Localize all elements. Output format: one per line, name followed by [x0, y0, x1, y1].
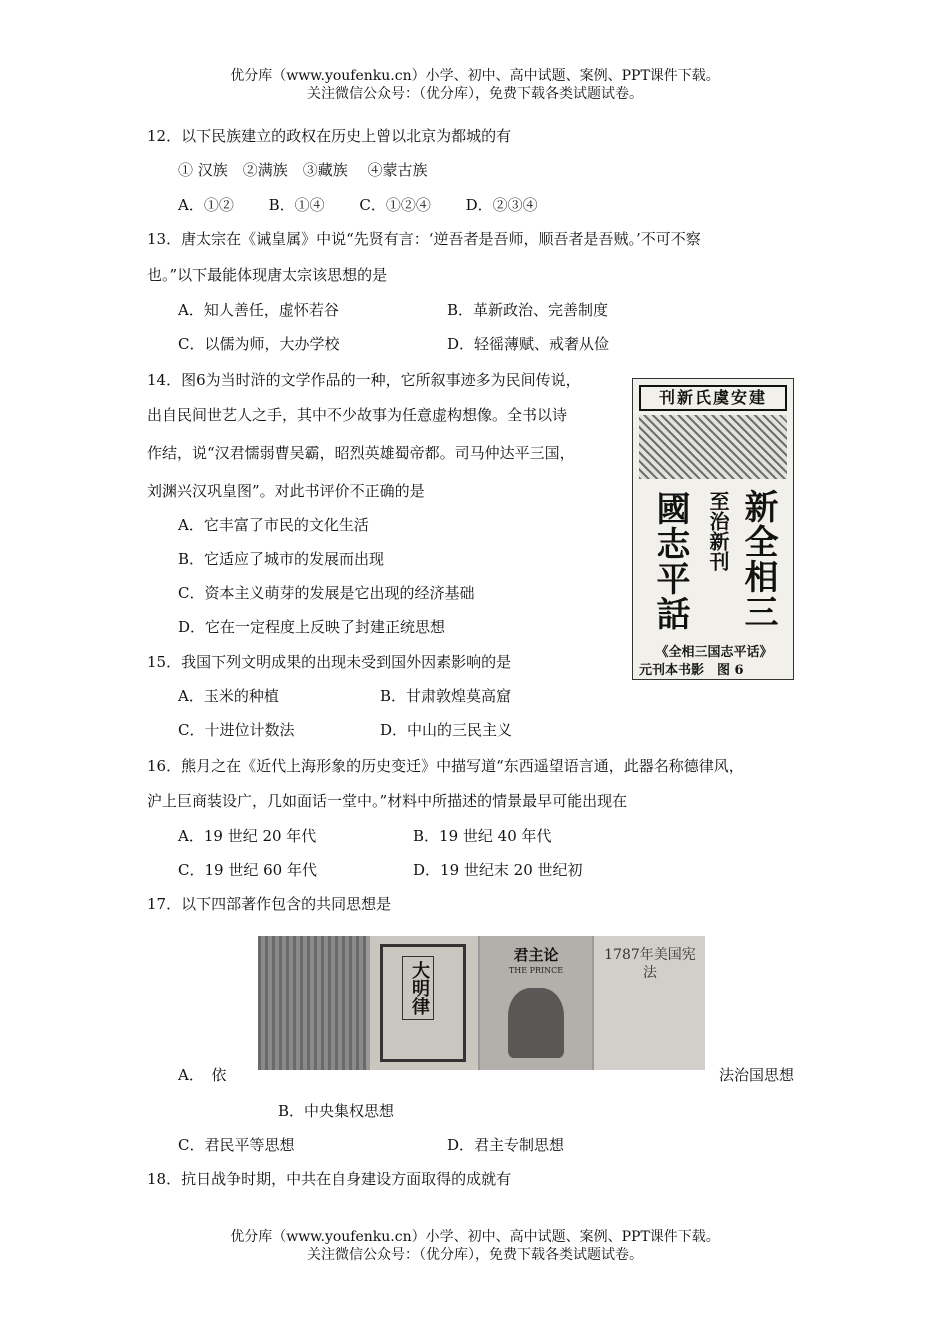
q12-stem: 12．以下民族建立的政权在历史上曾以北京为都城的有: [147, 127, 512, 145]
q14-option-b: B．它适应了城市的发展而出现: [178, 550, 385, 568]
q16-stem-2: 沪上巨商装设广，几如面话一堂中。”材料中所描述的情景最早可能出现在: [147, 792, 628, 810]
q16-option-b: B．19 世纪 40 年代: [413, 827, 552, 845]
q13-option-c: C．以儒为师，大办学校: [178, 335, 340, 353]
q18-stem: 18．抗日战争时期，中共在自身建设方面取得的成就有: [147, 1170, 512, 1188]
book-cover-3: [480, 936, 592, 1070]
figure-6-woodcut-illustration: [639, 415, 787, 479]
q14-stem-3: 作结，说“汉君懦弱曹吴霸，昭烈英雄蜀帝都。司马仲达平三国，: [147, 444, 575, 462]
header-line-2: 关注微信公众号：（优分库），免费下载各类试题试卷。: [307, 86, 643, 102]
q17-option-d: D．君主专制思想: [447, 1136, 565, 1154]
book-cover-3-title: 君主论: [513, 946, 559, 964]
q14-stem-2: 出自民间世艺人之手，其中不少故事为任意虚构想像。全书以诗: [147, 406, 568, 424]
q13-option-b: B．革新政治、完善制度: [447, 301, 609, 319]
book-cover-1: [258, 936, 366, 1070]
footer-line-1: 优分库（www.youfenku.cn）小学、初中、高中试题、案例、PPT课件下载。: [230, 1229, 720, 1245]
q14-option-c: C．资本主义萌芽的发展是它出现的经济基础: [178, 584, 475, 602]
q15-option-d: D．中山的三民主义: [380, 721, 513, 739]
figure-6-title-left: 國志平話: [650, 491, 690, 631]
q17-option-b: B．中央集权思想: [278, 1102, 395, 1120]
q13-stem-2: 也。”以下最能体现唐太宗该思想的是: [147, 266, 388, 284]
figure-6-caption-title: 《全相三国志平话》: [655, 645, 773, 660]
book-cover-4-title: 1787年美国宪法: [604, 947, 696, 981]
footer-line-2: 关注微信公众号：（优分库），免费下载各类试题试卷。: [307, 1247, 643, 1263]
figure-6-caption-label: 元刊本书影 图 6: [639, 663, 744, 678]
q12-options: A．①② B．①④ C．①②④ D．②③④: [178, 196, 538, 214]
q17-option-a-left: A． 依: [178, 1066, 227, 1084]
figure-6-top-band: 刊新氏虞安建: [639, 385, 787, 411]
book-cover-3-subtitle: THE PRINCE: [508, 966, 564, 975]
horse-rider-illustration: [508, 988, 564, 1058]
q14-option-d: D．它在一定程度上反映了封建正统思想: [178, 618, 446, 636]
q15-option-c: C．十进位计数法: [178, 721, 295, 739]
book-cover-4: [594, 936, 705, 1070]
book-cover-2-title: 大明律: [402, 956, 434, 1020]
q17-option-a-right: 法治国思想: [719, 1066, 795, 1084]
q14-stem-4: 刘渊兴汉巩皇图”。对此书评价不正确的是: [147, 482, 425, 500]
q13-option-a: A．知人善任，虚怀若谷: [178, 301, 339, 319]
q16-stem-1: 16．熊月之在《近代上海形象的历史变迁》中描写道“东西遥望语言通，此器名称德律风，: [147, 757, 744, 775]
figure-6-book-cover: [632, 378, 794, 680]
q15-stem: 15．我国下列文明成果的出现未受到国外因素影响的是: [147, 653, 512, 671]
q17-book-covers-image: [258, 936, 705, 1070]
q14-stem-1: 14．图6为当时浒的文学作品的一种，它所叙事迹多为民间传说，: [147, 371, 581, 389]
q14-option-a: A．它丰富了市民的文化生活: [178, 516, 369, 534]
figure-6-title-middle: 至治新刊: [706, 491, 730, 571]
q17-stem: 17．以下四部著作包含的共同思想是: [147, 895, 392, 913]
q12-items: ① 汉族 ②满族 ③藏族 ④蒙古族: [178, 161, 428, 179]
header-line-1: 优分库（www.youfenku.cn）小学、初中、高中试题、案例、PPT课件下载。: [230, 68, 720, 84]
q15-option-a: A．玉米的种植: [178, 687, 279, 705]
q15-option-b: B．甘肃敦煌莫高窟: [380, 687, 512, 705]
q13-stem-1: 13．唐太宗在《诫皇属》中说“先贤有言：‘逆吾者是吾师，顺吾者是吾贼。’不可不察: [147, 230, 701, 248]
q17-option-c: C．君民平等思想: [178, 1136, 295, 1154]
book-cover-2: [370, 936, 478, 1070]
q13-option-d: D．轻徭薄赋、戒奢从俭: [447, 335, 610, 353]
q16-option-d: D．19 世纪末 20 世纪初: [413, 861, 583, 879]
q16-option-a: A．19 世纪 20 年代: [178, 827, 317, 845]
q16-option-c: C．19 世纪 60 年代: [178, 861, 317, 879]
figure-6-title-right: 新全相三: [738, 489, 778, 629]
